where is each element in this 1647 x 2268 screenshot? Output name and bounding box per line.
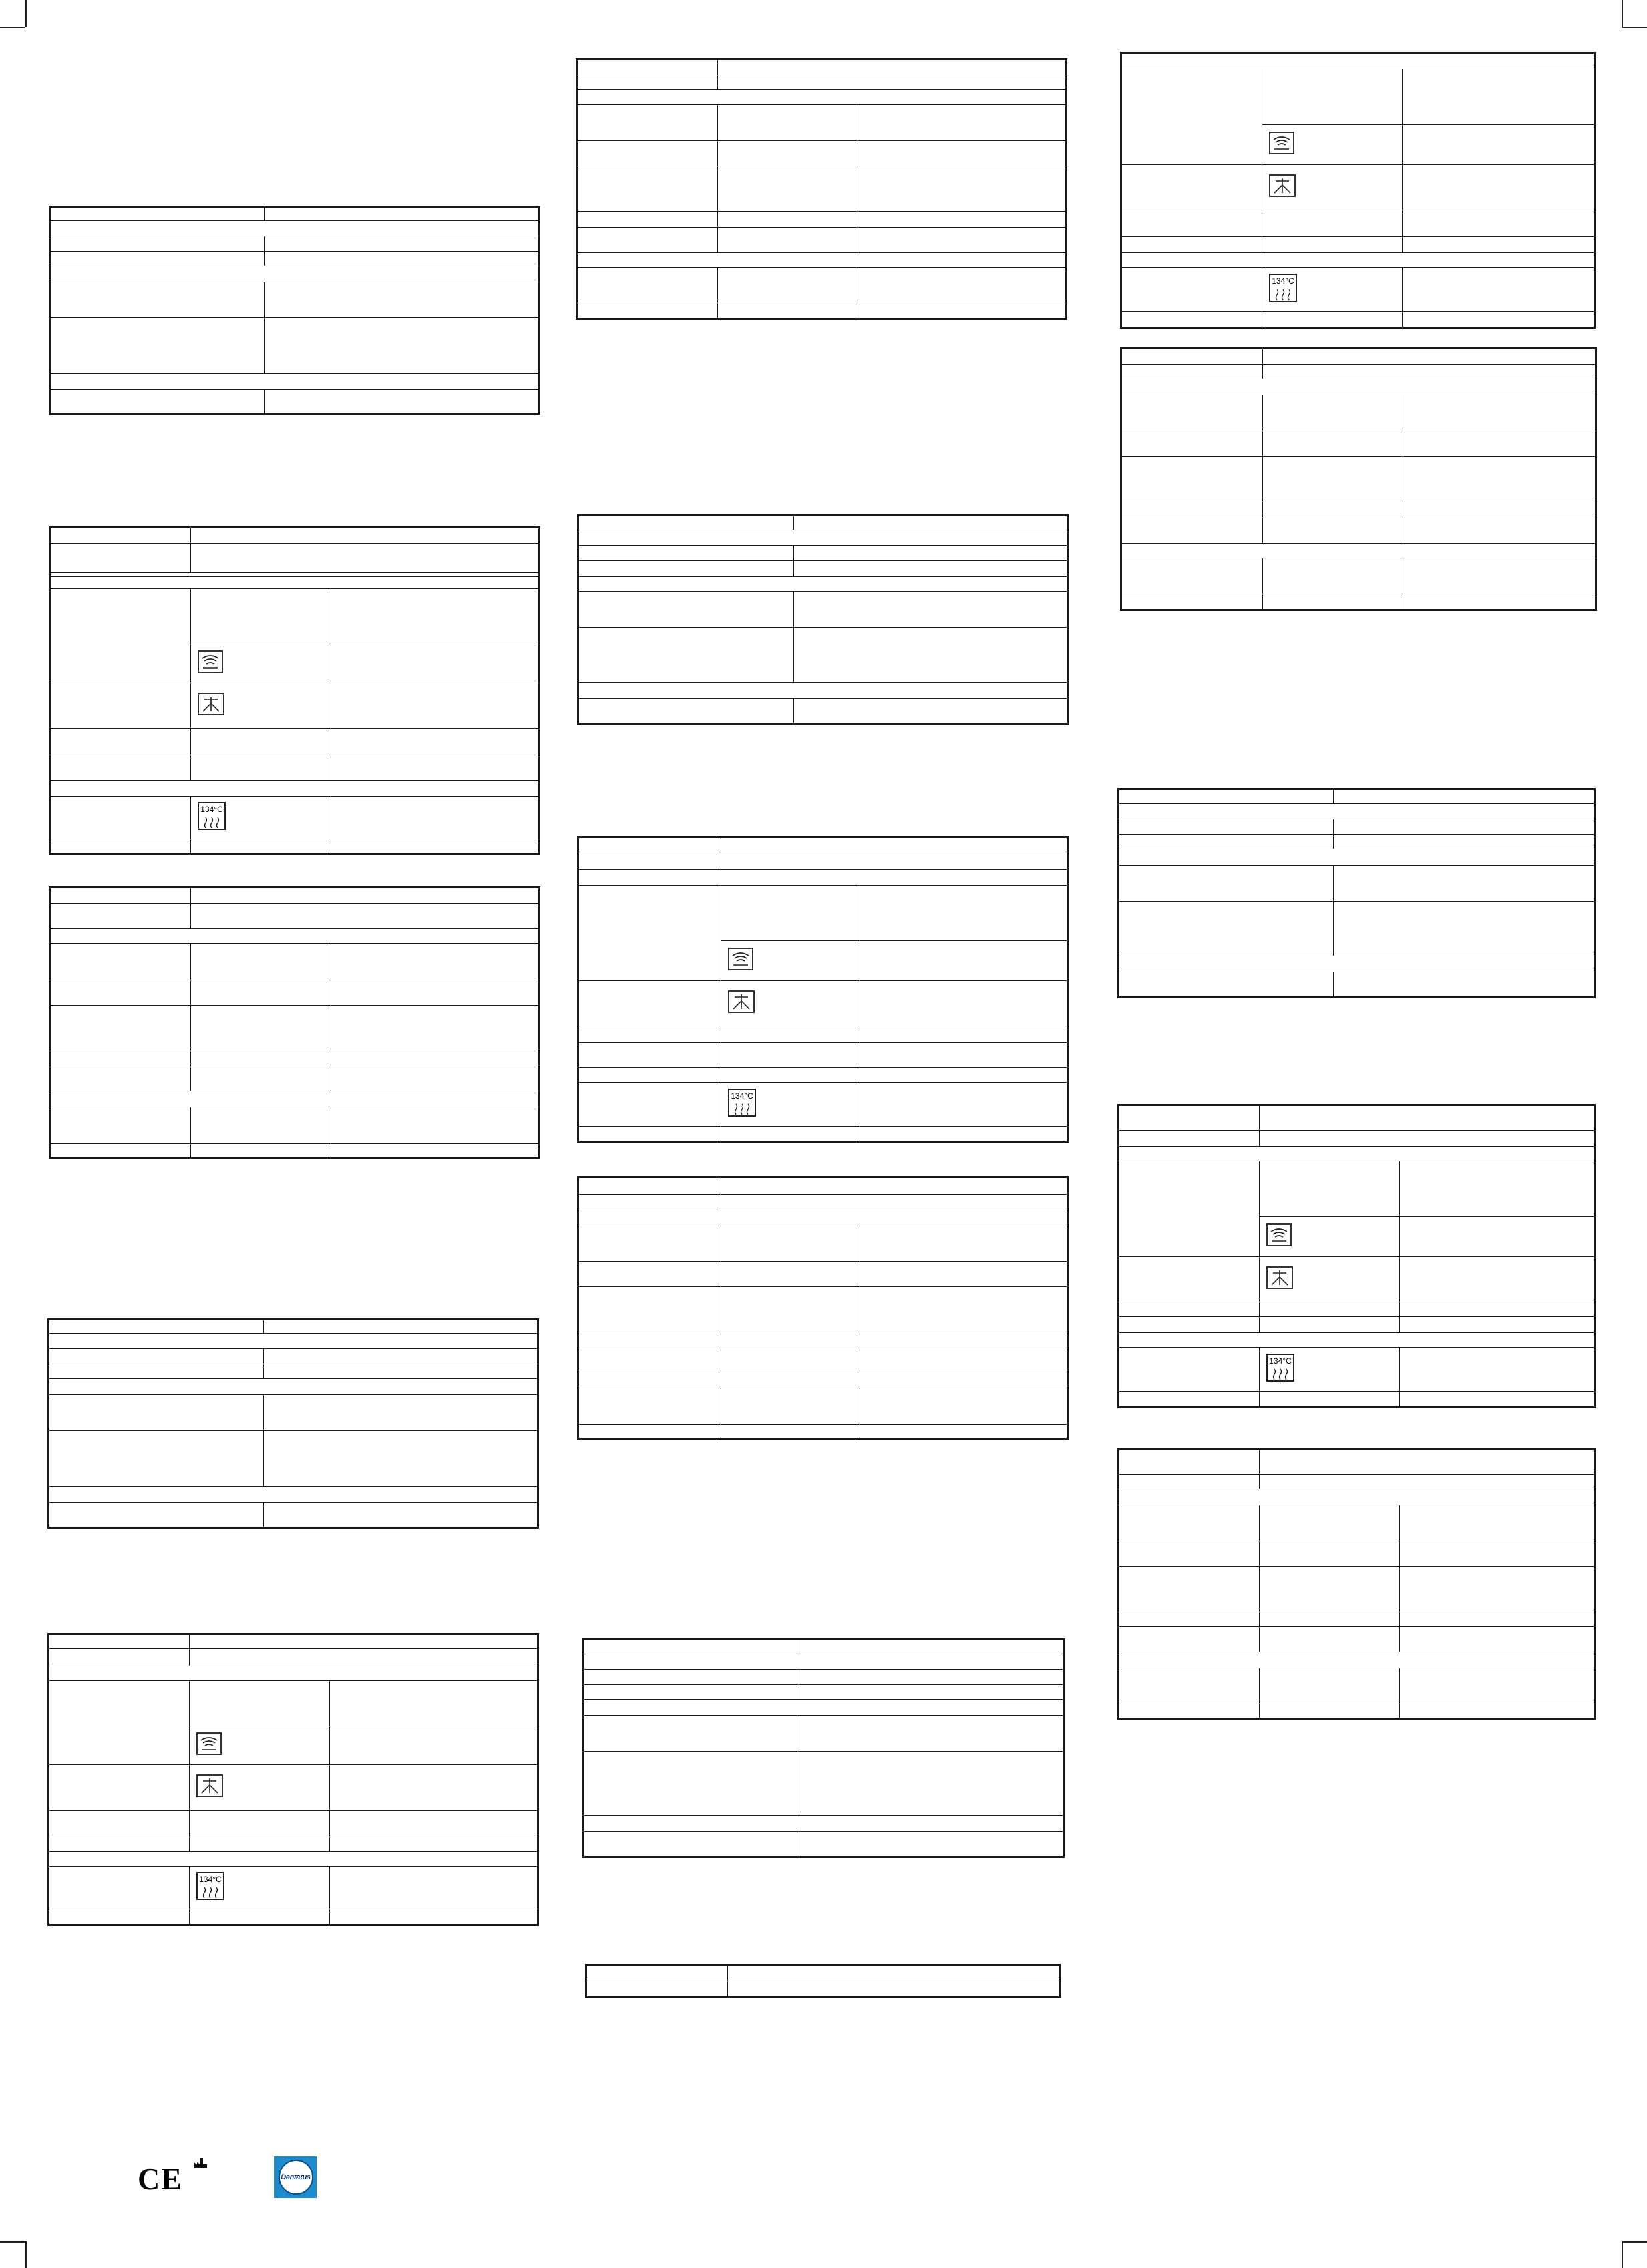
ultrasonic-bath-icon (1266, 1223, 1292, 1246)
specification-table (47, 1318, 539, 1529)
autoclave-134c-icon: 134°C (196, 1872, 224, 1900)
ultrasonic-bath-icon (198, 650, 223, 673)
reprocessing-table (1120, 52, 1596, 329)
reprocessing-table (1117, 1104, 1596, 1408)
spray-rinse-icon (196, 1774, 223, 1797)
autoclave-134c-icon: 134°C (1266, 1354, 1294, 1382)
reprocessing-table (47, 1633, 539, 1926)
crop-mark (25, 2241, 27, 2268)
crop-mark (1622, 27, 1647, 28)
ultrasonic-bath-icon (728, 948, 753, 970)
spray-rinse-icon (1269, 174, 1296, 197)
summary-table (585, 1964, 1061, 1998)
specification-table (49, 206, 540, 415)
manufacturer-icon (193, 2157, 208, 2169)
parameter-table (1120, 347, 1597, 611)
spray-rinse-icon (1266, 1266, 1293, 1289)
crop-mark (1622, 2241, 1647, 2243)
parameter-table (49, 886, 540, 1159)
reprocessing-table (49, 526, 540, 855)
reprocessing-table (577, 836, 1069, 1143)
parameter-table (1117, 1448, 1596, 1720)
autoclave-134c-icon: 134°C (728, 1089, 756, 1117)
specification-table (582, 1638, 1065, 1858)
crop-mark (1622, 0, 1623, 27)
spray-rinse-icon (728, 990, 755, 1013)
crop-mark (0, 27, 25, 28)
autoclave-134c-icon: 134°C (1269, 274, 1297, 302)
spray-rinse-icon (198, 693, 224, 715)
dentatus-logo: Dentatus (274, 2156, 317, 2198)
autoclave-134c-icon: 134°C (198, 802, 226, 830)
ultrasonic-bath-icon (1269, 132, 1294, 154)
parameter-table (576, 58, 1067, 320)
crop-mark (1622, 2241, 1623, 2268)
specification-table (1117, 788, 1596, 998)
ce-mark: CE (138, 2162, 183, 2196)
specification-table (577, 514, 1069, 725)
parameter-table (577, 1176, 1069, 1440)
ultrasonic-bath-icon (196, 1732, 222, 1755)
crop-mark (0, 2241, 25, 2243)
crop-mark (25, 0, 27, 27)
